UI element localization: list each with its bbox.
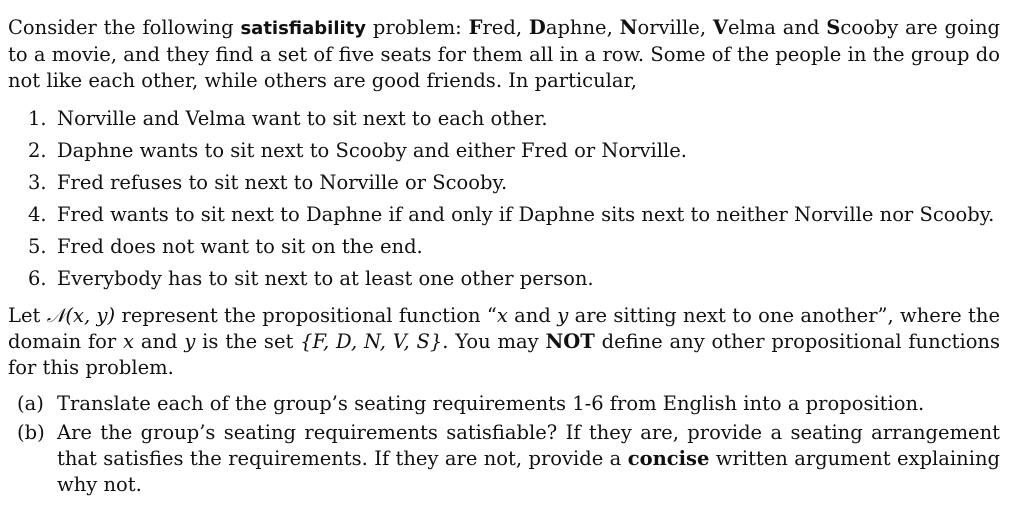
- list-number: 1.: [28, 107, 47, 130]
- domain-set: {F, D, N, V, S}: [300, 330, 443, 353]
- list-text: Fred refuses to sit next to Norville or Scooby.: [57, 171, 508, 194]
- let-lead: Let: [8, 304, 47, 327]
- list-item: [8, 199, 1000, 231]
- function-symbol: 𝒩: [46, 304, 66, 327]
- let-text: is the set: [195, 330, 301, 353]
- math-var: x: [496, 304, 508, 327]
- name-initial: F: [468, 16, 483, 39]
- part-emphasis: concise: [627, 447, 710, 470]
- list-item: [8, 103, 1000, 135]
- emphasis-not: NOT: [545, 330, 595, 353]
- let-text: and: [134, 330, 185, 353]
- list-item: [8, 231, 1000, 263]
- let-text: represent the propositional function “: [115, 304, 497, 327]
- definition-paragraph: [8, 303, 1000, 381]
- function-args: (x, y): [65, 304, 116, 327]
- list-item: [8, 263, 1000, 295]
- intro-after-keyword: problem:: [366, 16, 469, 39]
- keyword-satisfiability: satisfiability: [240, 18, 367, 39]
- part-item: [8, 420, 1000, 498]
- name-rest: orville: [637, 16, 700, 39]
- name-separator: ,: [699, 16, 713, 39]
- name-initial: S: [826, 16, 841, 39]
- name-separator: ,: [515, 16, 529, 39]
- part-text: Translate each of the group’s seating requirements 1-6 from English into a proposition.: [57, 392, 925, 415]
- math-var: y: [557, 304, 569, 327]
- intro-paragraph: [8, 15, 1000, 94]
- requirements-list: [8, 103, 1000, 295]
- list-item: [8, 167, 1000, 199]
- part-label: (a): [17, 392, 44, 415]
- name-initial: V: [712, 16, 729, 39]
- name-separator: and: [775, 16, 827, 39]
- let-text: are sitting next to one another”, where the domain for: [8, 304, 1000, 353]
- name-rest: red: [482, 16, 516, 39]
- name-rest: cooby: [840, 16, 899, 39]
- math-var: x: [123, 330, 135, 353]
- part-label: (b): [17, 421, 45, 444]
- list-text: Everybody has to sit next to at least one other person.: [57, 267, 594, 290]
- let-text: . You may: [442, 330, 546, 353]
- list-number: 2.: [28, 139, 47, 162]
- list-text: Norville and Velma want to sit next to each other.: [57, 107, 548, 130]
- list-number: 5.: [28, 235, 47, 258]
- parts-list: [8, 391, 1000, 498]
- list-number: 6.: [28, 267, 47, 290]
- part-text-tail: written argument explaining why not.: [57, 447, 1000, 496]
- let-tail: define any other propositional functions for this problem.: [8, 330, 1001, 379]
- name-initial: N: [619, 16, 638, 39]
- name-separator: ,: [606, 16, 620, 39]
- list-number: 3.: [28, 171, 47, 194]
- list-item: [8, 135, 1000, 167]
- math-var: y: [184, 330, 196, 353]
- let-text: and: [507, 304, 558, 327]
- name-rest: aphne: [545, 16, 607, 39]
- list-text: Fred does not want to sit on the end.: [57, 235, 423, 258]
- part-item: [8, 391, 1000, 417]
- list-text: Fred wants to sit next to Daphne if and only if Daphne sits next to neither Norville nor Scooby.: [57, 203, 995, 226]
- name-rest: elma: [728, 16, 776, 39]
- name-initial: D: [528, 16, 546, 39]
- list-text: Daphne wants to sit next to Scooby and either Fred or Norville.: [57, 139, 687, 162]
- problem-statement: [8, 15, 1000, 501]
- part-text: Are the group’s seating requirements satisfiable? If they are, provide a seating arrangement that satisfies the requirements. If they are not, provide a: [57, 421, 1000, 470]
- list-number: 4.: [28, 203, 47, 226]
- intro-tail: are going to a movie, and they find a set of five seats for them all in a row. Some of the people in the group do not like each other, while others are good friends. In particular,: [8, 16, 1000, 92]
- intro-lead: Consider the following: [8, 16, 241, 39]
